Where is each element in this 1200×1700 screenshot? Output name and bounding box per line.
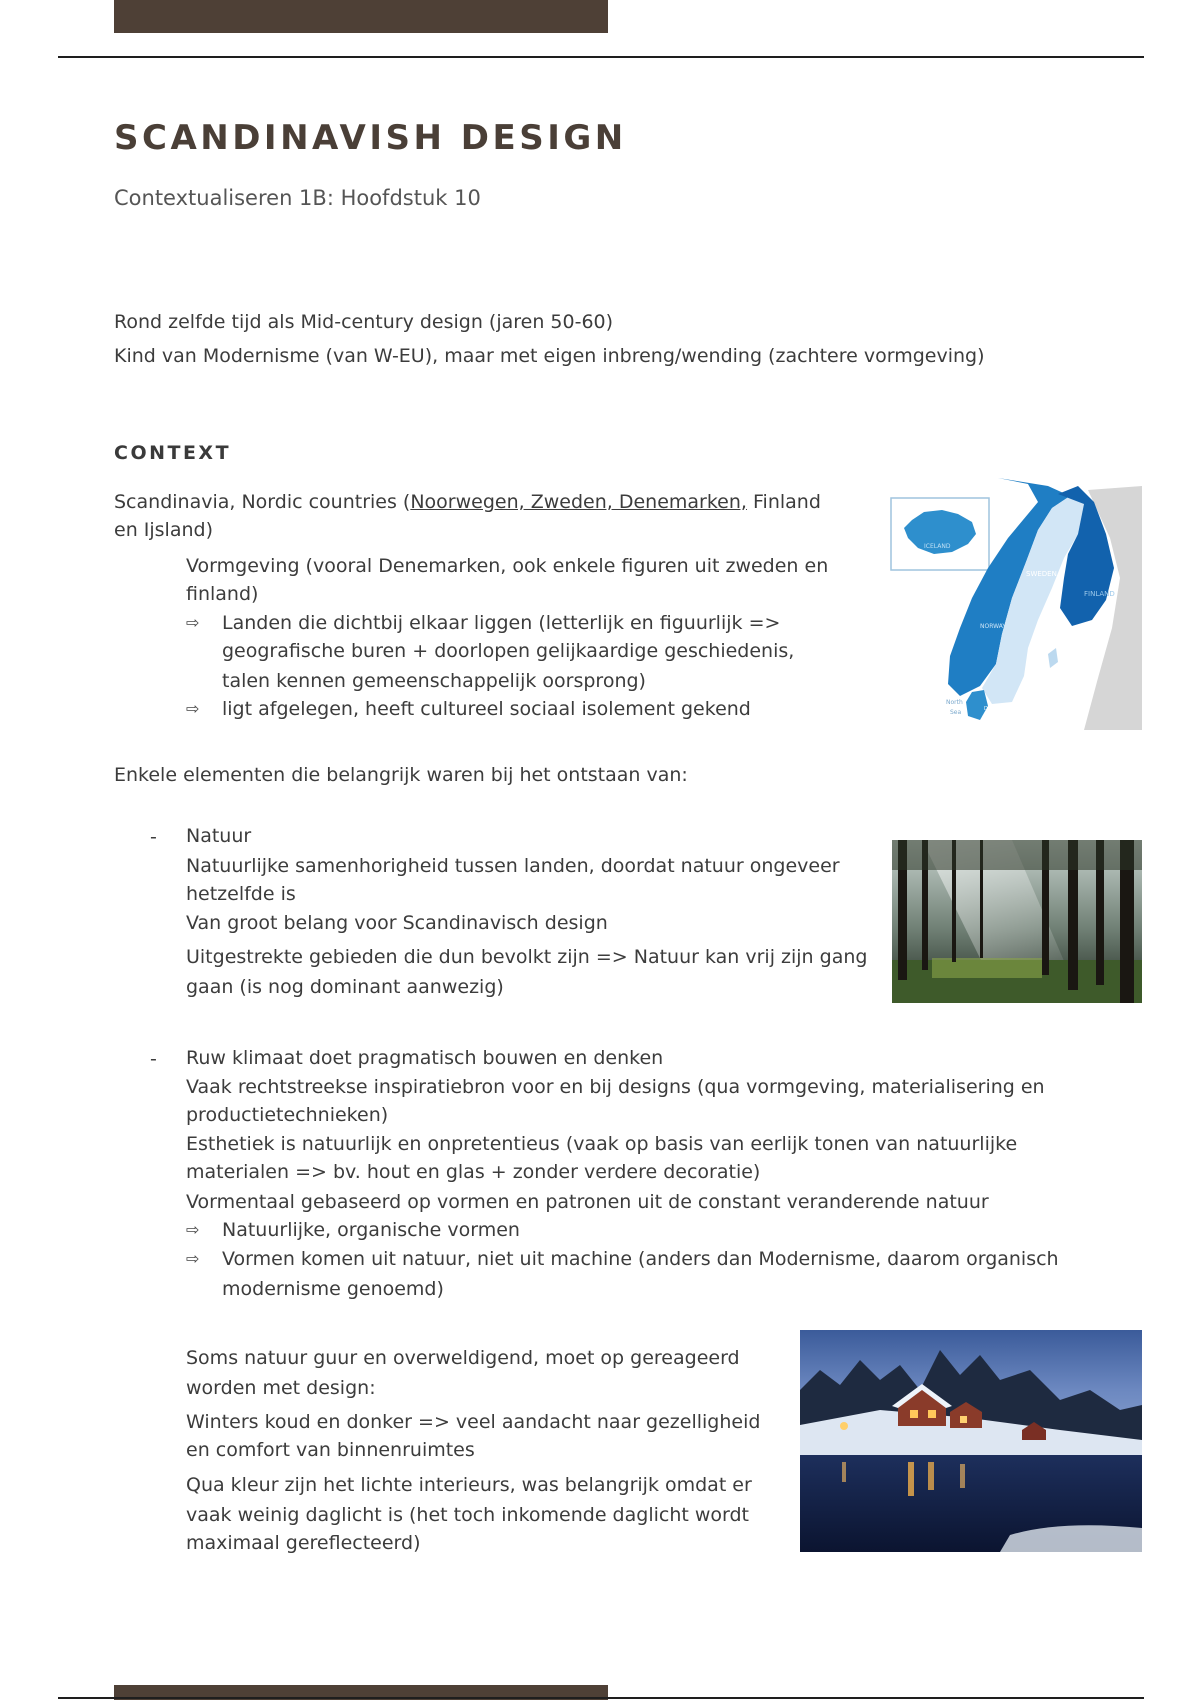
countries-pre: Scandinavia, Nordic countries ( <box>114 491 411 513</box>
map-label-denmark: DENMARK <box>984 706 1010 712</box>
arrow-icon: ⇨ <box>186 613 200 632</box>
winter-line-1: Soms natuur guur en overweldigend, moet op gereageerd <box>186 1347 740 1369</box>
header-divider <box>58 56 1144 58</box>
natuur-line-4: Uitgestrekte gebieden die dun bevolkt zijn => Natuur kan vrij zijn gang <box>186 946 868 968</box>
dash-bullet: - <box>150 826 157 848</box>
elements-intro: Enkele elementen die belangrijk waren bij het ontstaan van: <box>114 764 688 786</box>
countries-underlined: Noorwegen, Zweden, Denemarken, <box>410 491 747 513</box>
natuur-title: Natuur <box>186 825 252 847</box>
countries-line-2: en Ijsland) <box>114 519 213 541</box>
bullet-text: Landen die dichtbij elkaar liggen (letterlijk en figuurlijk => <box>222 612 781 634</box>
arrow-icon: ⇨ <box>186 1249 200 1268</box>
countries-line-1 <box>114 488 821 516</box>
map-label-north-sea-2: Sea <box>950 709 962 716</box>
footer-divider <box>58 1697 1144 1699</box>
klimaat-bullet-1 <box>186 1216 1086 1244</box>
arrow-icon: ⇨ <box>186 1220 200 1239</box>
winter-lake-photo <box>800 1330 1142 1552</box>
dash-bullet: - <box>150 1048 157 1070</box>
klimaat-line-3: productietechnieken) <box>186 1104 389 1126</box>
forest-photo <box>892 840 1142 1003</box>
countries-post: Finland <box>746 491 821 513</box>
context-bullet-2 <box>186 695 826 723</box>
winter-line-6: vaak weinig daglicht is (het toch inkomende daglicht wordt <box>186 1504 750 1526</box>
context-bullet-1 <box>186 609 826 637</box>
nordic-map-image <box>888 478 1142 730</box>
page-subtitle: Contextualiseren 1B: Hoofdstuk 10 <box>114 186 481 210</box>
klimaat-line-5: materialen => bv. hout en glas + zonder verdere decoratie) <box>186 1161 761 1183</box>
context-bullet-1-line-2: geografische buren + doorlopen gelijkaardige geschiedenis, <box>222 640 795 662</box>
natuur-line-3: Van groot belang voor Scandinavisch design <box>186 912 608 934</box>
header-accent-bar <box>114 0 608 33</box>
context-bullet-1-line-3: talen kennen gemeenschappelijk oorsprong) <box>222 670 646 692</box>
klimaat-line-4: Esthetiek is natuurlijk en onpretentieus (vaak op basis van eerlijk tonen van natuurlijke <box>186 1133 1018 1155</box>
bullet-text: Vormen komen uit natuur, niet uit machine (anders dan Modernisme, daarom organisch <box>222 1248 1059 1270</box>
natuur-line-1: Natuurlijke samenhorigheid tussen landen, doordat natuur ongeveer <box>186 855 840 877</box>
winter-line-4: en comfort van binnenruimtes <box>186 1439 475 1461</box>
page-title: SCANDINAVISH DESIGN <box>114 118 627 158</box>
vormgeving-line-2: finland) <box>186 583 259 605</box>
natuur-line-5: gaan (is nog dominant aanwezig) <box>186 976 504 998</box>
winter-line-3: Winters koud en donker => veel aandacht naar gezelligheid <box>186 1411 761 1433</box>
map-label-norway: NORWAY <box>980 623 1007 630</box>
winter-line-2: worden met design: <box>186 1377 376 1399</box>
winter-line-5: Qua kleur zijn het lichte interieurs, was belangrijk omdat er <box>186 1474 752 1496</box>
section-heading-context: CONTEXT <box>114 442 232 464</box>
map-label-north-sea-1: North <box>946 699 963 706</box>
map-label-finland: FINLAND <box>1084 590 1115 598</box>
map-label-iceland: ICELAND <box>924 543 951 550</box>
klimaat-line-1: Ruw klimaat doet pragmatisch bouwen en denken <box>186 1047 664 1069</box>
bullet-text: ligt afgelegen, heeft cultureel sociaal isolement gekend <box>222 698 751 720</box>
intro-line-1: Rond zelfde tijd als Mid-century design (jaren 50-60) <box>114 311 614 333</box>
arrow-icon: ⇨ <box>186 699 200 718</box>
winter-line-7: maximaal gereflecteerd) <box>186 1532 421 1554</box>
klimaat-bullet-2 <box>186 1245 1106 1273</box>
vormgeving-line-1: Vormgeving (vooral Denemarken, ook enkele figuren uit zweden en <box>186 555 829 577</box>
intro-line-2: Kind van Modernisme (van W-EU), maar met eigen inbreng/wending (zachtere vormgeving) <box>114 345 985 367</box>
map-label-sweden: SWEDEN <box>1026 570 1057 578</box>
klimaat-line-6: Vormentaal gebaseerd op vormen en patronen uit de constant veranderende natuur <box>186 1191 989 1213</box>
klimaat-bullet-2-line-2: modernisme genoemd) <box>222 1278 444 1300</box>
bullet-text: Natuurlijke, organische vormen <box>222 1219 520 1241</box>
natuur-line-2: hetzelfde is <box>186 883 296 905</box>
klimaat-line-2: Vaak rechtstreekse inspiratiebron voor en bij designs (qua vormgeving, materialisering en <box>186 1076 1045 1098</box>
